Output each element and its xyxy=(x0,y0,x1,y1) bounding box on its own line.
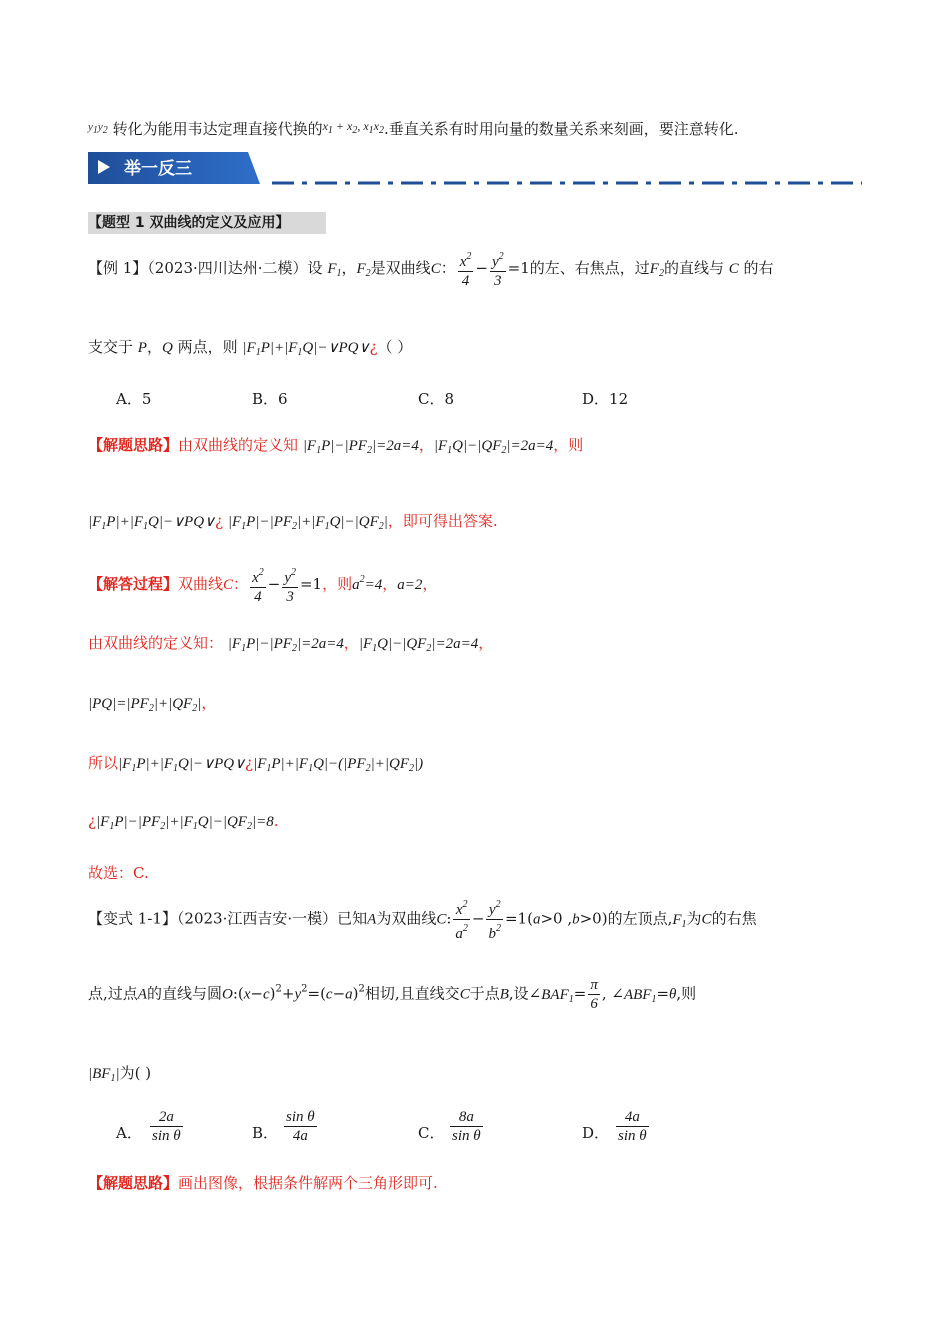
var11-l3: 为( ) xyxy=(119,1064,152,1082)
var11-l2f: ,则 xyxy=(676,984,697,1003)
proc1-l2: 由双曲线的定义知： xyxy=(88,634,224,652)
var11-line1: 【变式 1-1】（2023·江西吉安·一模）已知A为双曲线C: $\frac{x^2}{a^2}$ − $\frac{y^2}{b^2}$ =1(a>0 ,b>0)的左顶点$,F_1$为C的右焦 xyxy=(88,896,757,943)
var-option-d: D． xyxy=(582,1124,610,1142)
option-d: D．12 xyxy=(582,390,629,408)
proc1-line4: 所以$|F_1P|+|F_1Q|-\vee PQ\vee¿|F_1P|+|F_1Q|-(|PF_2|+|QF_2|)$ xyxy=(88,754,424,774)
section-banner xyxy=(88,152,260,184)
banner-label: 举一反三 xyxy=(124,159,192,179)
var11-mid: 为双曲线 xyxy=(376,909,437,928)
intro-line: $^{y1y2}$ 转化为能用韦达定理直接代换的$^{x_1 + x_2, x_1x_2}$.垂直关系有时用向量的数量关系来刻画，要注意转化. xyxy=(88,119,739,138)
ex1-tail2: 的直线与 xyxy=(663,259,724,277)
ex1-line2b: 两点，则 xyxy=(177,338,238,356)
idea1-then: ，则 xyxy=(553,436,584,454)
idea2-line xyxy=(88,1172,438,1193)
proc1-tag: 【解答过程】 xyxy=(88,575,179,593)
var-option-c: C． xyxy=(418,1124,445,1142)
ex1-paren: （ ） xyxy=(377,338,413,356)
ex1-tail3: 的右 xyxy=(743,259,774,277)
var11-tail: 的左顶点, xyxy=(607,909,673,928)
var-option-a: A． xyxy=(116,1124,142,1142)
dashed-divider xyxy=(272,181,862,185)
option-c: C．8 xyxy=(418,390,455,408)
option-b: B．6 xyxy=(252,390,288,408)
choose1-line: 故选：C. xyxy=(88,864,149,882)
idea1-line2: $|F_1P|+|F_1Q|-\vee PQ\vee¿$ $|F_1P|-|PF_2|+|F_1Q|-|QF_2|$，即可得出答案. xyxy=(88,512,498,532)
proc1-line5: ¿$|F_1P|-|PF_2|+|F_1Q|-|QF_2|=8$. xyxy=(88,812,279,832)
ex1-line1: 【例 1】（2023·四川达州·二模）设 $F_1$，$F_2$是双曲线C： $\frac{x^2}{4}$ − $\frac{y^2}{3}$ =1的左、右焦点，过$F_2$的直线与 C 的右 xyxy=(88,248,774,290)
var11-tail2: 为 xyxy=(686,909,702,928)
option-a: A．5 xyxy=(116,390,152,408)
var11-l2c: 相切,且直线交 xyxy=(364,984,460,1003)
proc1-line1: 【解答过程】双曲线C： $\frac{x^2}{4}$ − $\frac{y^2}{3}$ =1，则$a^2=4$，a=2， xyxy=(88,564,437,606)
intro-text-2: .垂直关系有时用向量的数量关系来刻画，要注意转化. xyxy=(384,120,739,138)
var11-head: 【变式 1-1】（2023·江西吉安·一模）已知 xyxy=(88,909,368,928)
idea1-end: ，即可得出答案. xyxy=(387,512,498,530)
intro-text-1: 转化为能用韦达定理直接代换的 xyxy=(112,120,323,138)
idea2-text: 画出图像，根据条件解两个三角形即可. xyxy=(178,1174,438,1192)
proc1-line2: 由双曲线的定义知： $|F_1P|-|PF_2|=2a=4$，$|F_1Q|-|QF_2|=2a=4$， xyxy=(88,634,494,654)
ex1-tail: 的左、右焦点，过 xyxy=(529,259,650,277)
idea1-line: 【解题思路】由双曲线的定义知 $|F_1P|-|PF_2|=2a=4$，$|F_1Q|-|QF_2|=2a=4$，则 xyxy=(88,436,584,456)
var11-l2a: 点,过点 xyxy=(88,984,138,1003)
ex1-line2a: 支交于 xyxy=(88,338,134,356)
var11-line2: 点,过点A的直线与圆$O:(x-c)^2+y^2=(c-a)^2$相切,且直线交C于点B,设$\angle BAF_1=$ $\frac{\pi}{6}$ , $\angle ABF_1=\theta$,则 xyxy=(88,977,697,1012)
ex1-mid: 是双曲线 xyxy=(370,259,431,277)
type-title: 【题型 1 双曲线的定义及应用】 xyxy=(88,212,326,234)
var-option-b: B． xyxy=(252,1124,279,1142)
var11-l2b: 的直线与圆 xyxy=(146,984,222,1003)
var11-l2e: ,设 xyxy=(508,984,529,1003)
var11-l2d: 于点 xyxy=(469,984,500,1003)
proc1-l4: 所以 xyxy=(88,754,119,772)
proc1-text: 双曲线 xyxy=(178,575,224,593)
idea1-tag: 【解题思路】 xyxy=(88,436,179,454)
var11-line3: $|BF_1|$为( ) xyxy=(88,1064,152,1084)
var11-tail3: 的右焦 xyxy=(711,909,757,928)
ex1-line2: 支交于 P，Q 两点，则 $|F_1P|+|F_1Q|-\vee PQ\vee¿$（ ） xyxy=(88,338,413,358)
proc1-then: ，则 xyxy=(322,575,353,593)
idea1-text: 由双曲线的定义知 xyxy=(178,436,299,454)
proc1-line3: $|PQ|=|PF_2|+|QF_2|$， xyxy=(88,694,217,714)
idea2-tag: 【解题思路】 xyxy=(88,1174,179,1192)
ex1-head: 【例 1】（2023·四川达州·二模）设 xyxy=(88,259,323,277)
